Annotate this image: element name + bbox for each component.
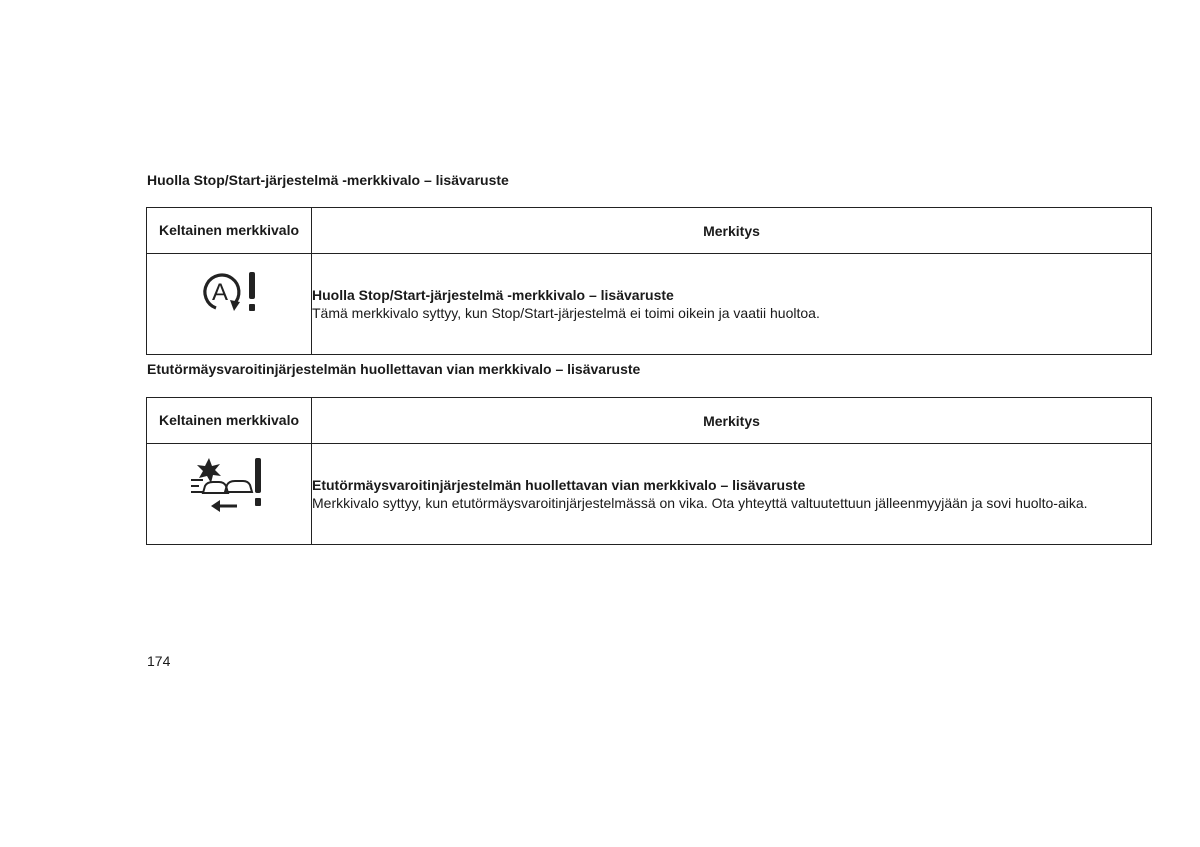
forward-collision-warning-service-icon [189,456,269,514]
icon-cell [147,444,312,545]
header-meaning: Merkitys [312,208,1152,254]
description-body: Tämä merkkivalo syttyy, kun Stop/Start-järjestelmä ei toimi oikein ja vaatii huoltoa. [312,305,820,321]
page-number: 174 [147,653,171,669]
section-title-stop-start: Huolla Stop/Start-järjestelmä -merkkivalo – lisävaruste [147,172,509,188]
header-meaning: Merkitys [312,398,1152,444]
description-cell [312,444,1152,545]
header-yellow-light: Keltainen merkkivalo [147,208,312,254]
forward-collision-light-table [146,397,1152,545]
stop-start-light-table [146,207,1152,355]
svg-text:A: A [211,279,229,306]
header-yellow-light: Keltainen merkkivalo [147,398,312,444]
table-row [147,254,1152,355]
description-title: Huolla Stop/Start-järjestelmä -merkkivalo – lisävaruste [312,287,674,303]
description-cell [312,254,1152,355]
table-row [147,444,1152,545]
stop-start-service-icon [194,266,264,318]
icon-cell [147,254,312,355]
description-title: Etutörmäysvaroitinjärjestelmän huollettavan vian merkkivalo – lisävaruste [312,477,806,493]
table-header-row [147,398,1152,444]
description-body: Merkkivalo syttyy, kun etutörmäysvaroitinjärjestelmässä on vika. Ota yhteyttä valtuutettuun jälleenmyyjään ja sovi huolto-aika. [312,495,1088,511]
section-title-forward-collision: Etutörmäysvaroitinjärjestelmän huollettavan vian merkkivalo – lisävaruste [147,361,641,377]
table-header-row [147,208,1152,254]
